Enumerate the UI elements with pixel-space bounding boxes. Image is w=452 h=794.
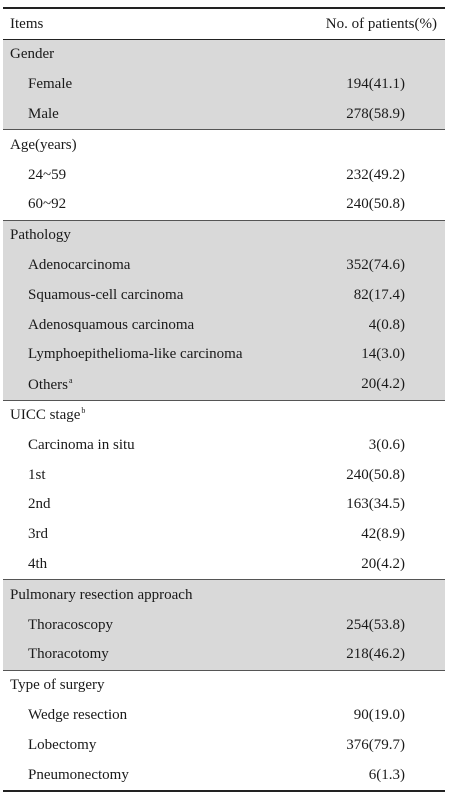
row-item-text: Carcinoma in situ (28, 436, 135, 453)
row-item-text: 3rd (28, 526, 48, 543)
row-value: 194(41.1) (346, 76, 405, 93)
table-row (3, 370, 445, 400)
group-label-text: UICC stage (10, 407, 81, 424)
row-value: 240(50.8) (346, 466, 405, 483)
row-item-text: Adenosquamous carcinoma (28, 316, 195, 333)
table-header-row (3, 9, 445, 39)
group-label-text: Pulmonary resection approach (10, 586, 193, 603)
row-item (3, 107, 265, 122)
row-item (3, 258, 265, 273)
group-label-text: Gender (10, 46, 55, 63)
row-item-text: Lobectomy (28, 736, 97, 753)
row-item (3, 168, 265, 183)
group-label (3, 678, 265, 693)
table-row (3, 701, 445, 731)
table-row (3, 340, 445, 370)
group-label (3, 407, 265, 423)
table-row (3, 610, 445, 640)
row-item (3, 288, 265, 303)
row-value: 352(74.6) (346, 256, 405, 273)
group-header-row (3, 671, 445, 701)
row-item-text: Female (28, 76, 73, 93)
row-item (3, 557, 265, 572)
header-patients: No. of patients(%) (325, 15, 437, 32)
group-header-row (3, 130, 445, 160)
row-value: 82(17.4) (353, 286, 405, 303)
row-value: 232(49.2) (346, 166, 405, 183)
row-value: 163(34.5) (346, 496, 405, 513)
row-value: 4(0.8) (368, 316, 405, 333)
row-item (3, 738, 265, 753)
row-item (3, 497, 265, 512)
table-row (3, 520, 445, 550)
table-body (3, 40, 445, 790)
table-row (3, 100, 445, 130)
row-item-text: Thoracotomy (28, 646, 109, 663)
table-row (3, 430, 445, 460)
table-row (3, 160, 445, 190)
row-value: 20(4.2) (361, 555, 405, 572)
row-item (3, 197, 265, 212)
group-label (3, 588, 265, 603)
table-row (3, 490, 445, 520)
row-item-text: Squamous-cell carcinoma (28, 286, 184, 303)
header-items: Items (10, 15, 44, 32)
group-label-text: Type of surgery (10, 677, 105, 694)
table-group (3, 40, 445, 129)
table-row (3, 280, 445, 310)
table-row (3, 760, 445, 790)
group-label-text: Pathology (10, 227, 71, 244)
row-item (3, 527, 265, 542)
row-item (3, 438, 265, 453)
group-label-footnote-mark: b (81, 406, 86, 416)
row-value: 278(58.9) (346, 105, 405, 122)
row-value: 376(79.7) (346, 736, 405, 753)
table-group (3, 221, 445, 400)
table-group (3, 580, 445, 669)
row-value: 90(19.0) (353, 706, 405, 723)
table-group (3, 401, 445, 580)
row-item-text: 4th (28, 555, 48, 572)
group-header-row (3, 401, 445, 431)
table-group (3, 671, 445, 790)
row-item (3, 77, 265, 92)
row-item-text: Lymphoepithelioma-like carcinoma (28, 346, 243, 363)
patient-characteristics-table (3, 7, 445, 792)
group-header-row (3, 40, 445, 70)
table-row (3, 310, 445, 340)
row-item (3, 708, 265, 723)
row-item-text: 1st (28, 466, 46, 483)
group-label (3, 47, 265, 62)
row-item-text: 24~59 (28, 166, 67, 183)
row-value: 254(53.8) (346, 616, 405, 633)
table-row (3, 550, 445, 580)
row-value: 240(50.8) (346, 196, 405, 213)
table-row (3, 460, 445, 490)
row-item-text: Pneumonectomy (28, 766, 129, 783)
row-item (3, 618, 265, 633)
group-label (3, 228, 265, 243)
row-value: 20(4.2) (361, 376, 405, 393)
row-footnote-mark: a (69, 375, 73, 385)
table-row (3, 640, 445, 670)
row-value: 42(8.9) (361, 526, 405, 543)
table-row (3, 190, 445, 220)
row-item (3, 347, 265, 362)
row-item-text: Wedge resection (28, 706, 128, 723)
table-group (3, 130, 445, 219)
row-item (3, 647, 265, 662)
table-row (3, 70, 445, 100)
row-item (3, 318, 265, 333)
row-item-text: Male (28, 105, 59, 122)
row-item-text: Thoracoscopy (28, 616, 113, 633)
row-value: 6(1.3) (368, 766, 405, 783)
table-row (3, 730, 445, 760)
group-header-row (3, 580, 445, 610)
row-value: 218(46.2) (346, 646, 405, 663)
row-item (3, 768, 265, 783)
table-row (3, 251, 445, 281)
row-value: 14(3.0) (361, 346, 405, 363)
group-label-text: Age(years) (10, 136, 77, 153)
group-header-row (3, 221, 445, 251)
table-bottom-rule (3, 790, 445, 792)
row-item-text: Others (28, 376, 68, 393)
row-item (3, 377, 265, 393)
row-item-text: 2nd (28, 496, 51, 513)
row-value: 3(0.6) (368, 436, 405, 453)
row-item (3, 468, 265, 483)
group-label (3, 138, 265, 153)
row-item-text: Adenocarcinoma (28, 256, 131, 273)
row-item-text: 60~92 (28, 196, 67, 213)
